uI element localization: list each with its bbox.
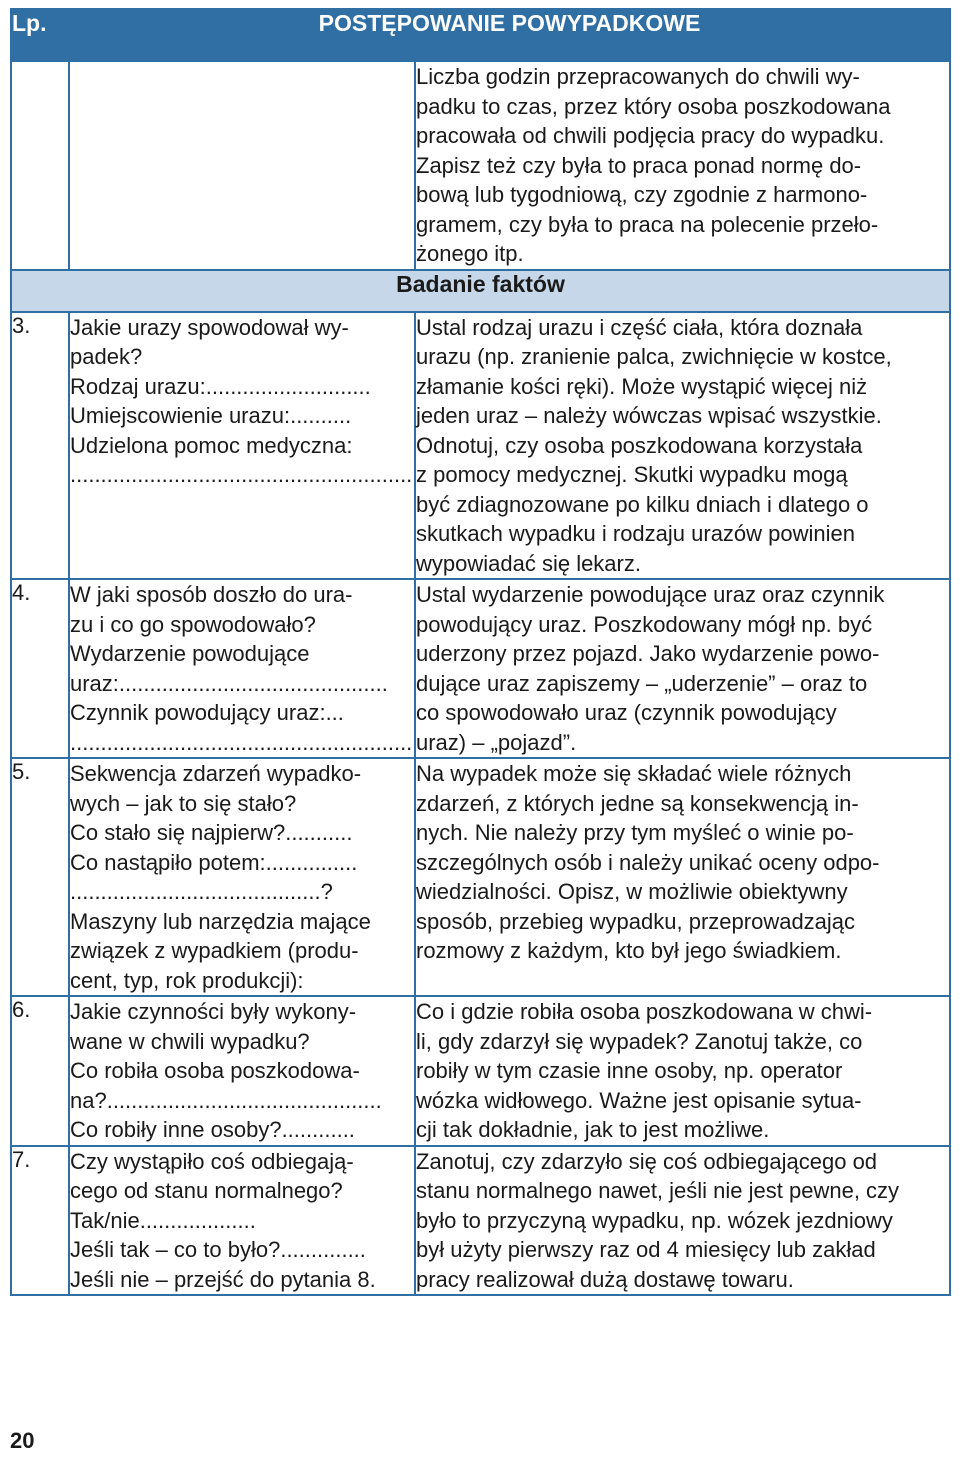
question-line: Rodzaj urazu:........................... bbox=[70, 373, 371, 399]
column-header-lp: Lp. bbox=[11, 9, 69, 61]
answer-line: uderzony przez pojazd. Jako wydarzenie powo- bbox=[416, 641, 880, 666]
answer-line: sposób, przebieg wypadku, przeprowadzając bbox=[416, 908, 856, 934]
table-row bbox=[11, 579, 950, 758]
answer-line: co spowodowało uraz (czynnik powodujący bbox=[416, 700, 837, 725]
question-cell bbox=[69, 579, 415, 758]
answer-line: padku to czas, przez który osoba poszkodowana bbox=[416, 93, 891, 119]
row-number: 4. bbox=[11, 579, 69, 758]
question-line: Czynnik powodujący uraz:... bbox=[70, 700, 344, 725]
question-line: zu i co go spowodowało? bbox=[70, 611, 316, 637]
question-line: padek? bbox=[70, 344, 143, 369]
procedure-table bbox=[10, 8, 951, 1296]
question-line: Co nastąpiło potem:............... bbox=[70, 849, 358, 875]
answer-cell bbox=[415, 579, 950, 758]
question-line: Co stało się najpierw?........... bbox=[70, 820, 353, 845]
question-line: Jakie urazy spowodował wy- bbox=[70, 314, 349, 340]
answer-line: Odnotuj, czy osoba poszkodowana korzystała bbox=[416, 432, 863, 458]
question-line: na?............................................. bbox=[70, 1087, 382, 1113]
answer-line: pracy realizował dużą dostawę towaru. bbox=[416, 1266, 794, 1292]
question-line: związek z wypadkiem (produ- bbox=[70, 938, 359, 963]
answer-line: Ustal wydarzenie powodujące uraz oraz czynnik bbox=[416, 582, 885, 607]
answer-line: gramem, czy była to praca na polecenie przeło- bbox=[416, 211, 879, 237]
question-rows bbox=[11, 312, 950, 1296]
answer-line: szczególnych osób i należy unikać oceny odpo- bbox=[416, 849, 880, 875]
answer-line: żonego itp. bbox=[416, 241, 524, 266]
answer-line: Zapisz też czy była to praca ponad normę do- bbox=[416, 152, 862, 178]
question-line: Jakie czynności były wykony- bbox=[70, 999, 357, 1024]
row-number: 7. bbox=[11, 1146, 69, 1296]
question-line: Jeśli nie – przejść do pytania 8. bbox=[70, 1266, 376, 1292]
table-row bbox=[11, 996, 950, 1146]
intro-answer-cell bbox=[415, 61, 950, 270]
answer-line: było to przyczyną wypadku, np. wózek jezdniowy bbox=[416, 1207, 893, 1233]
question-line: Sekwencja zdarzeń wypadko- bbox=[70, 761, 362, 786]
question-cell bbox=[69, 312, 415, 580]
intro-number-cell bbox=[11, 61, 69, 270]
answer-line: urazu (np. zranienie palca, zwichnięcie w kostce, bbox=[416, 344, 892, 369]
answer-line: zdarzeń, z których jedne są konsekwencją in- bbox=[416, 790, 859, 816]
answer-line: robiły w tym czasie inne osoby, np. operator bbox=[416, 1058, 843, 1083]
answer-line: pracowała od chwili podjęcia pracy do wypadku. bbox=[416, 123, 885, 148]
section-row bbox=[11, 270, 950, 312]
answer-line: Na wypadek może się składać wiele różnych bbox=[416, 761, 852, 786]
question-line: .........................................? bbox=[70, 879, 333, 904]
table-row bbox=[11, 758, 950, 996]
question-line: Wydarzenie powodujące bbox=[70, 641, 310, 666]
question-line: Maszyny lub narzędzia mające bbox=[70, 908, 371, 934]
answer-line: z pomocy medycznej. Skutki wypadku mogą bbox=[416, 462, 848, 487]
question-line: cent, typ, rok produkcji): bbox=[70, 967, 304, 993]
question-line: W jaki sposób doszło do ura- bbox=[70, 582, 353, 607]
document-page bbox=[10, 8, 949, 1296]
answer-line: bową lub tygodniową, czy zgodnie z harmono- bbox=[416, 182, 868, 207]
question-cell bbox=[69, 996, 415, 1146]
answer-cell bbox=[415, 1146, 950, 1296]
table-row bbox=[11, 312, 950, 580]
table-header-row bbox=[11, 9, 950, 61]
answer-cell bbox=[415, 312, 950, 580]
answer-line: stanu normalnego nawet, jeśli nie jest pewne, czy bbox=[416, 1178, 900, 1203]
table-row bbox=[11, 1146, 950, 1296]
question-line: Udzielona pomoc medyczna: bbox=[70, 432, 353, 458]
question-line: cego od stanu normalnego? bbox=[70, 1178, 343, 1203]
answer-cell bbox=[415, 758, 950, 996]
answer-line: być zdiagnozowane po kilku dniach i dlatego o bbox=[416, 491, 869, 517]
table-title: POSTĘPOWANIE POWYPADKOWE bbox=[69, 9, 950, 61]
answer-line: nych. Nie należy przy tym myśleć o winie po- bbox=[416, 820, 854, 845]
answer-line: był użyty pierwszy raz od 4 miesięcy lub zakład bbox=[416, 1237, 876, 1262]
answer-line: Ustal rodzaj urazu i część ciała, która doznała bbox=[416, 314, 863, 340]
answer-line: wózka widłowego. Ważne jest opisanie sytua- bbox=[416, 1087, 862, 1113]
answer-line: Liczba godzin przepracowanych do chwili wy- bbox=[416, 64, 860, 89]
answer-line: powodujący uraz. Poszkodowany mógł np. być bbox=[416, 611, 873, 637]
question-line: uraz:............................................ bbox=[70, 670, 388, 696]
section-title: Badanie faktów bbox=[11, 270, 950, 312]
answer-line: rozmowy z każdym, kto był jego świadkiem. bbox=[416, 938, 842, 963]
question-cell bbox=[69, 758, 415, 996]
answer-line: skutkach wypadku i rodzaju urazów powinien bbox=[416, 521, 856, 546]
question-line: Umiejscowienie urazu:.......... bbox=[70, 403, 352, 428]
question-line: Czy wystąpiło coś odbiegają- bbox=[70, 1148, 354, 1174]
answer-line: dujące uraz zapiszemy – „uderzenie” – oraz to bbox=[416, 670, 868, 696]
answer-line: wypowiadać się lekarz. bbox=[416, 550, 641, 576]
answer-line: li, gdy zdarzył się wypadek? Zanotuj także, co bbox=[416, 1028, 863, 1054]
question-line: Co robiła osoba poszkodowa- bbox=[70, 1058, 360, 1083]
intro-row bbox=[11, 61, 950, 270]
question-line: ........................................................ bbox=[70, 729, 413, 755]
row-number: 5. bbox=[11, 758, 69, 996]
row-number: 3. bbox=[11, 312, 69, 580]
answer-line: cji tak dokładnie, jak to jest możliwe. bbox=[416, 1117, 770, 1142]
question-line: Jeśli tak – co to było?.............. bbox=[70, 1237, 366, 1262]
answer-line: złamanie kości ręki). Może wystąpić więcej niż bbox=[416, 373, 868, 399]
intro-question-cell bbox=[69, 61, 415, 270]
question-cell bbox=[69, 1146, 415, 1296]
answer-line: Co i gdzie robiła osoba poszkodowana w chwi- bbox=[416, 999, 873, 1024]
answer-line: wiedzialności. Opisz, w możliwie obiektywny bbox=[416, 879, 848, 904]
answer-line: uraz) – „pojazd”. bbox=[416, 729, 577, 755]
answer-cell bbox=[415, 996, 950, 1146]
answer-line: Zanotuj, czy zdarzyło się coś odbiegającego od bbox=[416, 1148, 878, 1174]
page-number: 20 bbox=[10, 1428, 35, 1453]
row-number: 6. bbox=[11, 996, 69, 1146]
question-line: ........................................................ bbox=[70, 462, 413, 487]
question-line: wych – jak to się stało? bbox=[70, 790, 297, 816]
question-line: Tak/nie................... bbox=[70, 1207, 256, 1233]
question-line: wane w chwili wypadku? bbox=[70, 1028, 310, 1054]
answer-line: jeden uraz – należy wówczas wpisać wszystkie. bbox=[416, 403, 882, 428]
question-line: Co robiły inne osoby?............ bbox=[70, 1117, 355, 1142]
